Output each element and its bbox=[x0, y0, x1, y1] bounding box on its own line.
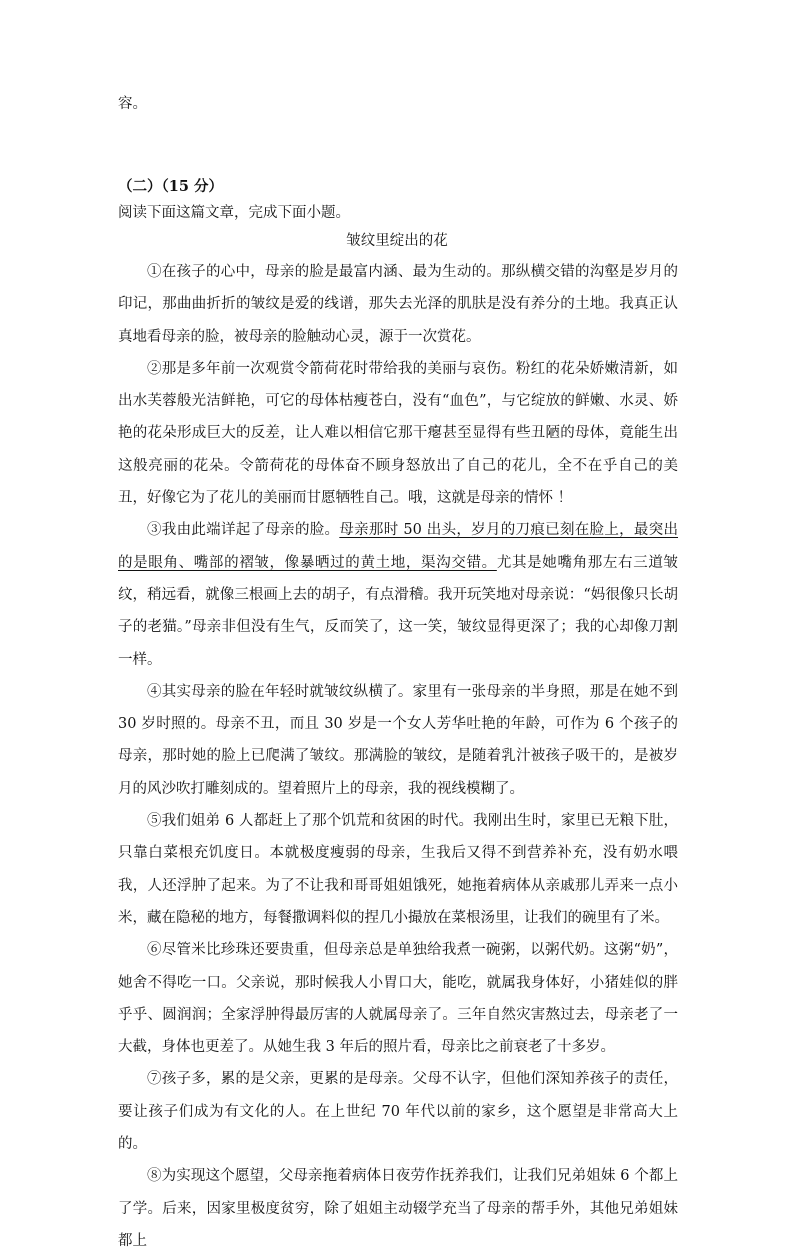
paragraph-5: ⑤我们姐弟 6 人都赶上了那个饥荒和贫困的时代。我刚出生时，家里已无粮下肚，只靠白菜根充饥度日。本就极度瘦弱的母亲，生我后又得不到营养补充，没有奶水喂我，人还浮肿了起来。为了不让我和哥哥姐姐饿死，她拖着病体从亲戚那儿弄来一点小米，藏在隐秘的地方，每餐撒调料似的捏几小撮放在菜根汤里，让我们的碗里有了米。 bbox=[118, 813, 678, 926]
paragraph-7: ⑦孩子多，累的是父亲，更累的是母亲。父母不认字，但他们深知养孩子的责任，要让孩子们成为有文化的人。在上世纪 70 年代以前的家乡，这个愿望是非常高大上的。 bbox=[118, 1071, 678, 1153]
section-heading: （二）（15 分） bbox=[118, 178, 223, 195]
article-body bbox=[118, 256, 678, 1257]
paragraph-8: ⑧为实现这个愿望，父母亲拖着病体日夜劳作抚养我们，让我们兄弟姐妹 6 个都上了学。后来，因家里极度贫穷，除了姐姐主动辍学充当了母亲的帮手外，其他兄弟姐妹都上 bbox=[118, 1168, 678, 1249]
paragraph-3-lead: ③我由此端详起了母亲的脸。 bbox=[147, 522, 340, 539]
paragraph-2: ②那是多年前一次观赏令箭荷花时带给我的美丽与哀伤。粉红的花朵娇嫩清新，如出水芙蓉般光洁鲜艳，可它的母体枯瘦苍白，没有“血色”，与它绽放的鲜嫩、水灵、娇艳的花朵形成巨大的反差，让人难以相信它那干瘪甚至显得有些丑陋的母体，竟能生出这般亮丽的花朵。令箭荷花的母体奋不顾身怒放出了自己的花儿，全不在乎自己的美丑，好像它为了花儿的美丽而甘愿牺牲自己。哦，这就是母亲的情怀 ！ bbox=[118, 360, 678, 507]
previous-text-fragment: 容。 bbox=[118, 96, 147, 112]
article-title: 皱纹里绽出的花 bbox=[346, 233, 448, 249]
paragraph-3-rest: 尤其是她嘴角那左右三道皱纹，稍远看，就像三根画上去的胡子，有点滑稽。我开玩笑地对母亲说：“妈很像只长胡子的老猫。”母亲非但没有生气，反而笑了，这一笑，皱纹显得更深了；我的心却像刀割一样。 bbox=[118, 554, 679, 668]
paragraph-6: ⑥尽管米比珍珠还要贵重，但母亲总是单独给我煮一碗粥，以粥代奶。这粥“奶”，她舍不得吃一口。父亲说，那时候我人小胃口大，能吃，就属我身体好，小猪娃似的胖乎乎、圆润润；全家浮肿得最厉害的人就属母亲了。三年自然灾害熬过去，母亲老了一大截，身体也更差了。从她生我 3 年后的照片看，母亲比之前衰老了十多岁。 bbox=[118, 942, 678, 1056]
paragraph-1: ①在孩子的心中，母亲的脸是最富内涵、最为生动的。那纵横交错的沟壑是岁月的印记，那曲曲折折的皱纹是爱的线谱，那失去光泽的肌肤是没有养分的土地。我真正认真地看母亲的脸，被母亲的脸触动心灵，源于一次赏花。 bbox=[118, 264, 678, 345]
underlined-sentence: 母亲那时 50 出头，岁月的刀痕已刻在脸上，最突出的是眼角、嘴部的褶皱，像暴晒过的黄土地，渠沟交错。 bbox=[118, 522, 679, 571]
paragraph-3 bbox=[118, 514, 678, 675]
paragraph-4: ④其实母亲的脸在年轻时就皱纹纵横了。家里有一张母亲的半身照，那是在她不到 30 岁时照的。母亲不丑，而且 30 岁是一个女人芳华吐艳的年龄，可作为 6 个孩子的母亲，那时她的脸上已爬满了皱纹。那满脸的皱纹，是随着乳汁被孩子吸干的，是被岁月的风沙吹打雕刻成的。望着照片上的母亲，我的视线模糊了。 bbox=[118, 683, 678, 797]
reading-instruction: 阅读下面这篇文章，完成下面小题。 bbox=[118, 205, 350, 221]
